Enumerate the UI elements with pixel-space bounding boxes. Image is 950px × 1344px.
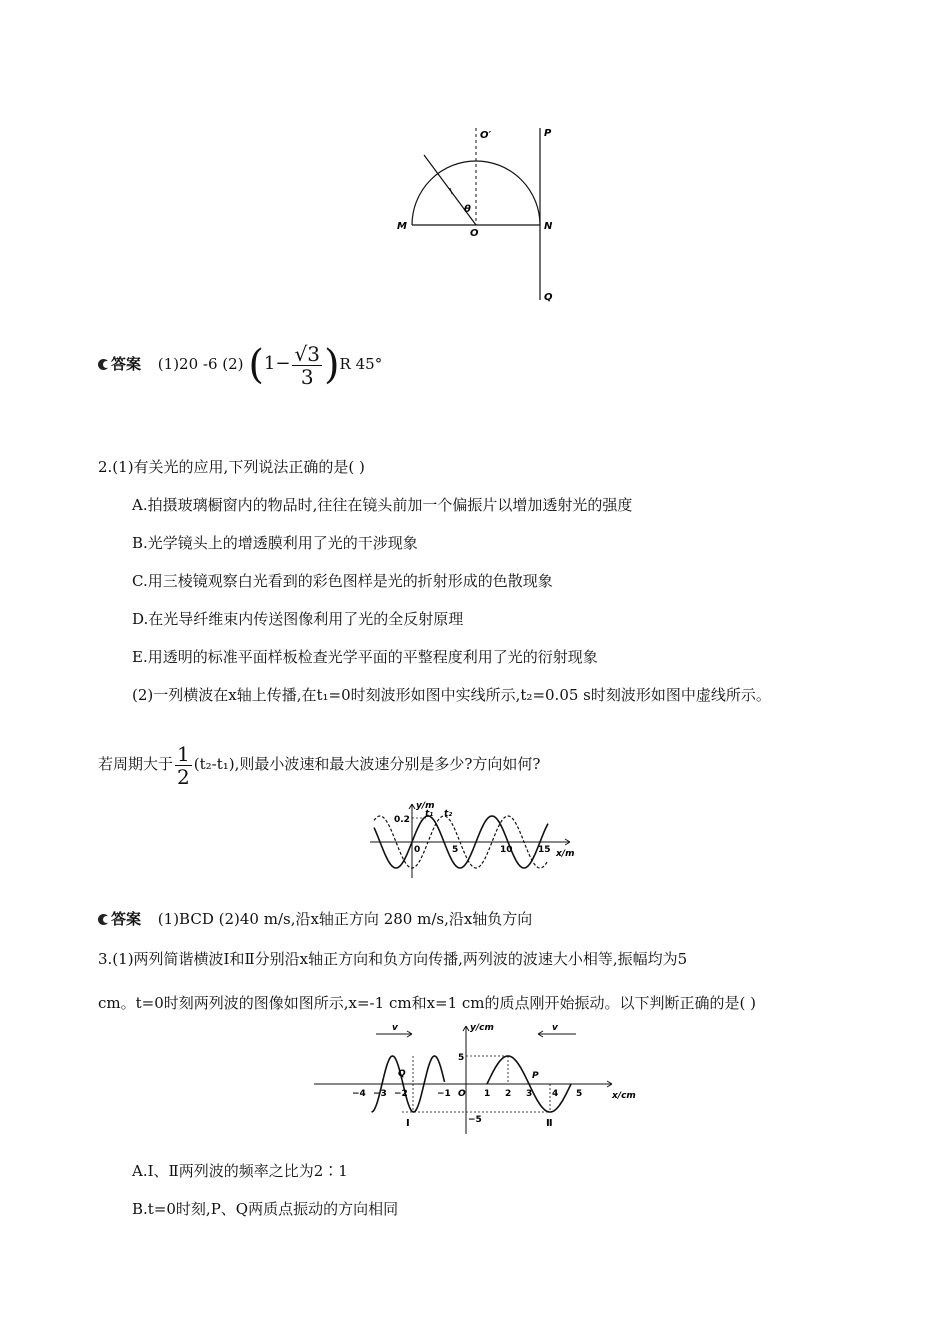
label-m: M [397, 221, 407, 232]
frac-den: 3 [300, 364, 314, 389]
fig3-v-right: v [552, 1023, 558, 1033]
q3-line1: 3.(1)两列简谐横波Ⅰ和Ⅱ分别沿x轴正方向和负方向传播,两列波的波速大小相等,振幅均为5 [98, 950, 688, 968]
half-den: 2 [177, 764, 190, 789]
fig3-tick-m2: −2 [394, 1089, 408, 1099]
fig3-v-left: v [392, 1023, 398, 1033]
q2-option-d: D.在光导纤维束内传送图像利用了光的全反射原理 [132, 610, 464, 628]
fig2-tick-0: 0 [414, 845, 421, 855]
half-num: 1 [177, 741, 190, 766]
answer-icon [98, 359, 109, 370]
fig2-t1-label: t₁ [425, 809, 434, 819]
q3-option-a: A.Ⅰ、Ⅱ两列波的频率之比为2∶1 [132, 1162, 348, 1180]
fig3-tick-4: 4 [552, 1089, 559, 1099]
stem3-suffix: (t₂-t₁),则最小波速和最大波速分别是多少?方向如何? [193, 755, 541, 773]
fig3-x-label: x/cm [612, 1091, 636, 1101]
answer-1 [98, 338, 382, 390]
fig3-tick-5: 5 [576, 1089, 583, 1099]
answer-2 [98, 908, 532, 929]
semicircle-figure [390, 120, 570, 305]
fig2-tick-15: 15 [538, 845, 551, 855]
fig3-tick-3: 3 [526, 1089, 533, 1099]
fraction-sqrt3-over-3 [292, 343, 321, 388]
left-paren: ( [248, 342, 264, 388]
stem3-prefix: 若周期大于 [98, 755, 174, 773]
answer-label: 答案 [111, 910, 142, 928]
fig2-t2-label: t₂ [444, 809, 453, 819]
fig2-amp-label: 0.2 [394, 815, 410, 825]
fig3-y-neg: −5 [468, 1115, 482, 1125]
fig3-label-p: P [532, 1071, 539, 1081]
q2-option-c: C.用三棱镜观察白光看到的彩色图样是光的折射形成的色散现象 [132, 572, 553, 590]
fig3-origin: O [458, 1089, 466, 1099]
fig3-label-wave-ii: Ⅱ [546, 1118, 553, 1129]
q2-option-a: A.拍摄玻璃橱窗内的物品时,往往在镜头前加一个偏振片以增加透射光的强度 [132, 496, 633, 514]
fig2-tick-5: 5 [452, 845, 459, 855]
fig3-y-pos: 5 [458, 1053, 465, 1063]
label-q: Q [544, 292, 553, 303]
label-p: P [544, 128, 552, 139]
q2-stem3 [98, 738, 540, 790]
q2-option-b: B.光学镜头上的增透膜利用了光的干涉现象 [132, 534, 418, 552]
answer-2-text: (1)BCD (2)40 m/s,沿x轴正方向 280 m/s,沿x轴负方向 [157, 910, 533, 928]
one-minus: 1− [263, 353, 291, 374]
answer-part1: (1)20 -6 (2) [157, 355, 244, 373]
q3-line2: cm。t=0时刻两列波的图像如图所示,x=-1 cm和x=1 cm的质点刚开始振动。以下判断正确的是( ) [98, 994, 757, 1012]
fig3-tick-m3: −3 [373, 1089, 387, 1099]
answer-after: R 45° [339, 355, 383, 373]
fig3-label-q: Q [398, 1069, 406, 1079]
fraction-half [175, 743, 192, 788]
wave-figure-3 [312, 1020, 652, 1136]
label-n: N [544, 221, 553, 232]
frac-num: √3 [294, 341, 320, 366]
wave-figure-2 [370, 798, 580, 880]
fig3-tick-1: 1 [484, 1089, 491, 1099]
answer-icon [98, 914, 109, 925]
right-paren: ) [323, 342, 340, 388]
q2-stem: 2.(1)有关光的应用,下列说法正确的是( ) [98, 458, 365, 476]
fig2-x-label: x/m [556, 849, 575, 859]
q2-option-e: E.用透明的标准平面样板检查光学平面的平整程度利用了光的衍射现象 [132, 648, 598, 666]
fig3-tick-m1: −1 [437, 1089, 451, 1099]
label-o: O [470, 228, 479, 239]
fig2-y-label: y/m [416, 801, 435, 811]
label-theta: θ [464, 204, 471, 215]
q2-stem2: (2)一列横波在x轴上传播,在t₁=0时刻波形如图中实线所示,t₂=0.05 s时刻波形如图中虚线所示。 [132, 686, 771, 704]
fig3-tick-2: 2 [505, 1089, 512, 1099]
fig3-tick-m4: −4 [352, 1089, 366, 1099]
fig3-y-label: y/cm [470, 1023, 494, 1033]
label-o-prime: O′ [480, 130, 492, 141]
q3-option-b: B.t=0时刻,P、Q两质点振动的方向相同 [132, 1200, 399, 1218]
answer-label: 答案 [111, 355, 142, 373]
fig3-label-wave-i: Ⅰ [406, 1118, 410, 1129]
fig2-tick-10: 10 [500, 845, 513, 855]
